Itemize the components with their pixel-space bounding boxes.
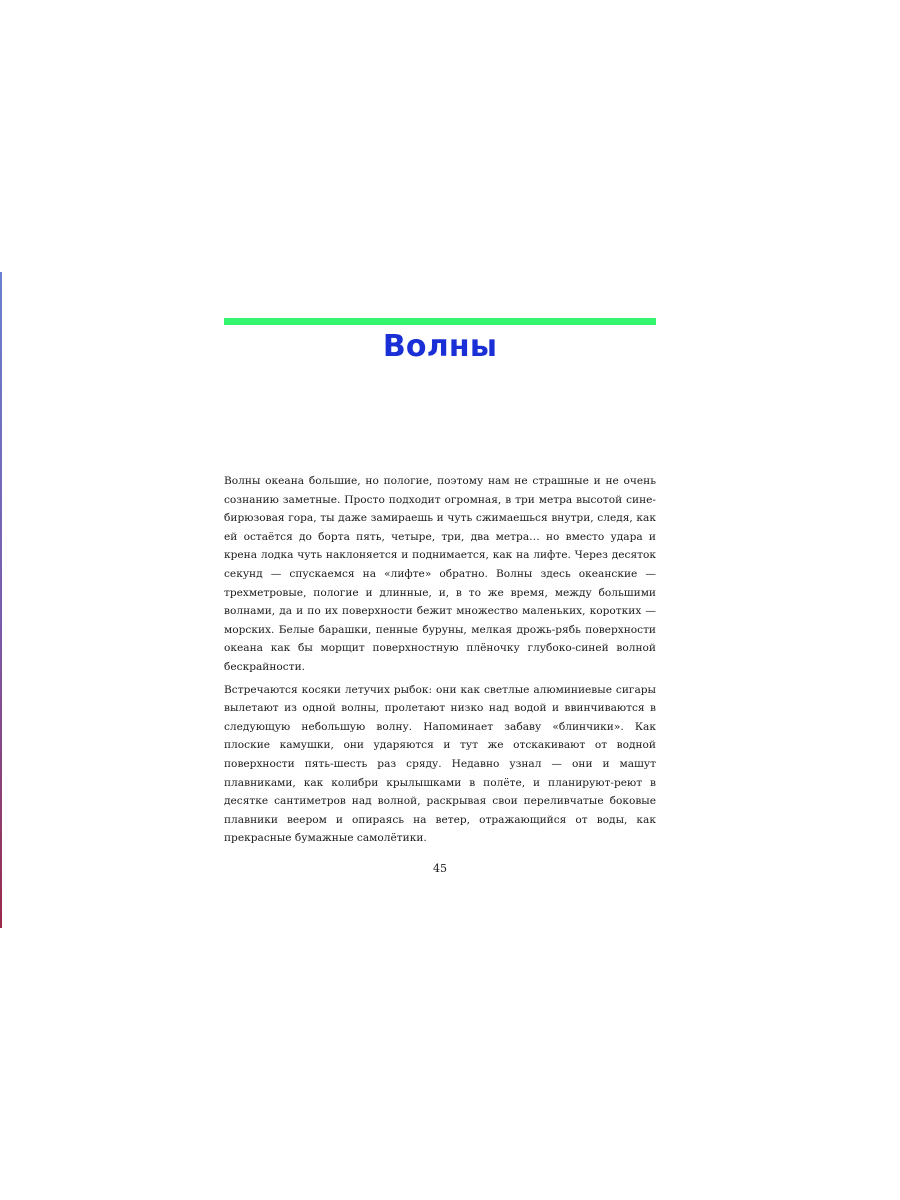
chapter-title: Волны — [382, 329, 498, 364]
paragraph-2: Встречаются косяки летучих рыбок: они как светлые алюминиевые сигары вылетают из одной волны, пролетают низко над водой и ввинчиваются в следующую небольшую волну. Напоминает забаву «блинчики». Как плоские камушки, они ударяются и тут же отскакивают от водной поверхности пять-шесть раз сряду. Недавно узнал — они и машут плавниками, как колибри крылышками в полёте, и планируют-реют в десятке сантиметров над волной, раскрывая свои переливчатые боковые плавники веером и опираясь на ветер, отражающийся от воды, как прекрасные бумажные самолётики. — [224, 683, 656, 845]
page-edge-stripe — [0, 272, 2, 928]
book-page — [224, 0, 656, 1200]
paragraph-1: Волны океана большие, но пологие, поэтому нам не страшные и не очень сознанию заметные. Просто подходит огромная, в три метра высотой сине-бирюзовая гора, ты даже замираешь и чуть сжимаешься внутри, следя, как ей остаётся до борта пять, четыре, три, два метра… но вместо удара и крена лодка чуть наклоняется и поднимается, как на лифте. Через десяток секунд — спускаемся на «лифте» обратно. Волны здесь океанские — трехметровые, пологие и длинные, и, в то же время, между большими волнами, да и по их поверхности бежит множество маленьких, коротких — морских. Белые барашки, пенные буруны, мелкая дрожь-рябь поверхности океана как бы морщит поверхностную плёночку глубоко-синей волной бескрайности. — [224, 475, 656, 673]
page-number: 45 — [433, 862, 447, 875]
chapter-body — [224, 472, 656, 852]
chapter-title-rule — [224, 318, 656, 325]
